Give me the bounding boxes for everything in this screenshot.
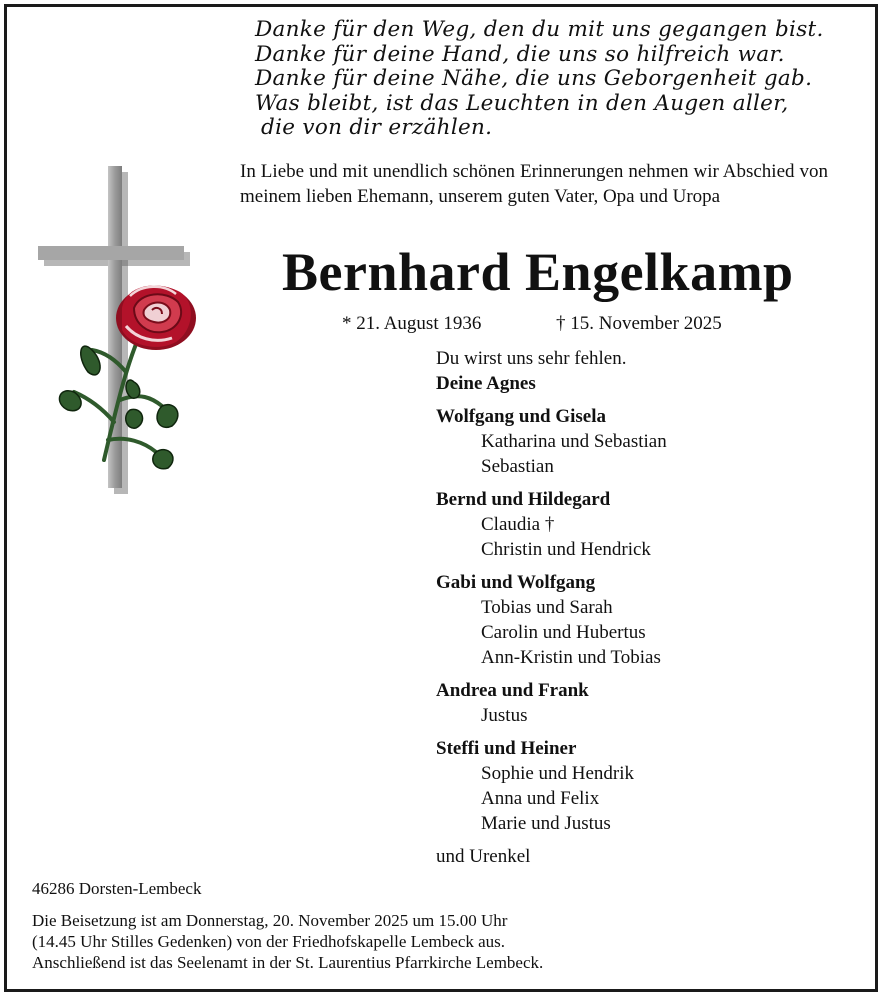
deceased-name: Bernhard Engelkamp xyxy=(282,242,794,302)
family-list xyxy=(436,346,866,869)
family-group-head: Steffi und Heiner xyxy=(436,738,577,759)
family-member: Tobias und Sarah xyxy=(481,597,613,618)
cross-rose-illustration xyxy=(30,160,205,500)
funeral-info xyxy=(32,910,862,973)
poem-line: Danke für deine Hand, die uns so hilfreich war. xyxy=(255,41,785,67)
poem-line: Danke für deine Nähe, die uns Geborgenheit gab. xyxy=(255,66,813,91)
family-member: Carolin und Hubertus xyxy=(481,622,646,643)
intro-text: In Liebe und mit unendlich schönen Erinnerungen nehmen wir Abschied von meinem lieben Ehemann, unserem guten Vater, Opa und Uropa xyxy=(240,161,828,207)
family-group-head: Wolfgang und Gisela xyxy=(436,406,606,427)
poem-line: Danke für den Weg, den du mit uns gegangen bist. xyxy=(255,17,824,42)
family-group-head: Bernd und Hildegard xyxy=(436,489,611,510)
death-date: † 15. November 2025 xyxy=(556,313,722,334)
family-member: Katharina und Sebastian xyxy=(481,431,667,452)
family-group-head: Gabi und Wolfgang xyxy=(436,572,596,593)
family-wife: Deine Agnes xyxy=(436,373,536,394)
family-member: Justus xyxy=(481,705,528,726)
family-member: Sebastian xyxy=(481,456,554,477)
family-member: Ann-Kristin und Tobias xyxy=(481,647,661,668)
family-member: Claudia † xyxy=(481,514,555,535)
family-member: Anna und Felix xyxy=(481,788,600,809)
funeral-info-line: Die Beisetzung ist am Donnerstag, 20. November 2025 um 15.00 Uhr xyxy=(32,911,508,930)
birth-date: * 21. August 1936 xyxy=(342,313,482,334)
family-member: Marie und Justus xyxy=(481,813,611,834)
family-closing: und Urenkel xyxy=(436,846,531,867)
place-line: 46286 Dorsten-Lembeck xyxy=(32,879,202,898)
funeral-info-line: (14.45 Uhr Stilles Gedenken) von der Friedhofskapelle Lembeck aus. xyxy=(32,932,506,951)
poem xyxy=(255,18,875,141)
family-member: Christin und Hendrick xyxy=(481,539,651,560)
funeral-info-line: Anschließend ist das Seelenamt in der St. Laurentius Pfarrkirche Lembeck. xyxy=(32,953,544,972)
poem-line: die von dir erzählen. xyxy=(261,115,493,140)
family-member: Sophie und Hendrik xyxy=(481,763,635,784)
family-opening: Du wirst uns sehr fehlen. xyxy=(436,348,627,369)
poem-line: Was bleibt, ist das Leuchten in den Augen aller, xyxy=(255,90,789,116)
family-group-head: Andrea und Frank xyxy=(436,680,589,701)
